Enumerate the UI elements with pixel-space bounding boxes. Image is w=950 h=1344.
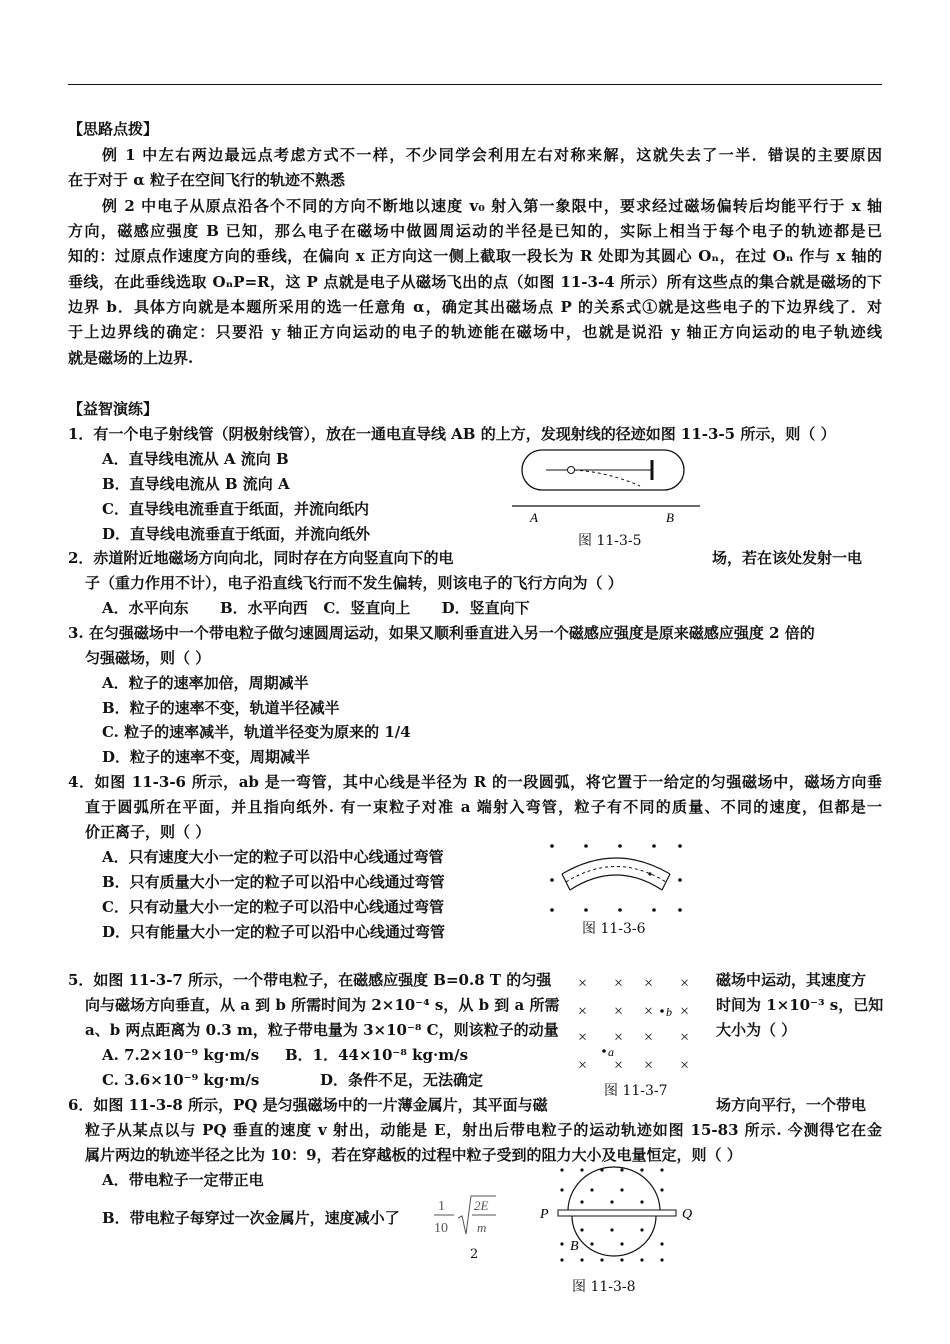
q4-option-a: A．只有速度大小一定的粒子可以沿中心线通过弯管 (102, 848, 444, 866)
q3-stem-2: 匀强磁场，则（ ） (85, 649, 211, 667)
pipe-end-b (662, 874, 670, 890)
pipe-outer-wall (562, 858, 670, 874)
hint-line-4: 方向，磁感应强度 B 已知，那么电子在磁场中做圆周运动的半径是已知的，实际上相当于每个电子的轨迹都是已 (68, 222, 882, 240)
point-b-label: b (666, 1005, 672, 1019)
q5-option-d: D．条件不足，无法确定 (320, 1071, 484, 1089)
hint-line-1: 例 1 中左右两边最远点考虑方式不一样，不少同学会利用左右对称来解，这就失去了一半．错误的主要原因 (102, 146, 882, 164)
q5-text-right-2: 时间为 1×10⁻³ s，已知 (716, 996, 884, 1014)
q2-stem-right: 场，若在该处发射一电 (712, 549, 863, 567)
q4-stem-2: 直于圆弧所在平面，并且指向纸外. 有一束粒子对准 a 端射入弯管，粒子有不同的质量、不同的速度，但都是一 (85, 798, 882, 816)
hint-line-7: 边界 b．具体方向就是本题所采用的选一任意角 α，确定其出磁场点 P 的关系式①就是这些电子的下边界线了．对 (68, 298, 882, 316)
cross: × (578, 1003, 588, 1020)
point-a-dot (602, 1049, 606, 1053)
point-a-label: a (608, 1045, 614, 1059)
header-rule (68, 84, 882, 85)
q6-option-a: A．带电粒子一定带正电 (102, 1171, 264, 1189)
formula-velocity-decrease (430, 1192, 500, 1240)
figure-11-3-5 (508, 446, 708, 532)
q5-text-left-1: 5．如图 11-3-7 所示，一个带电粒子，在磁感应强度 B=0.8 T 的匀强 (68, 971, 552, 989)
pipe-inner-wall (570, 875, 662, 890)
formula-denominator: 10 (434, 1221, 448, 1236)
metal-plate-pq (558, 1210, 676, 1216)
q1-stem: 1．有一个电子射线管（阴极射线管），放在一通电直导线 AB 的上方，发现射线的径迹如图 11-3-5 所示，则（ ） (68, 425, 836, 443)
q3-option-b: B．粒子的速率不变，轨道半径减半 (102, 699, 340, 717)
cross: × (680, 1003, 690, 1020)
q5-text-left-3: a、b 两点距离为 0.3 m，粒子带电量为 3×10⁻⁸ C，则该粒子的动量 (85, 1021, 559, 1039)
wire-label-a: A (530, 510, 538, 525)
q4-option-b: B．只有质量大小一定的粒子可以沿中心线通过弯管 (102, 873, 445, 891)
q6-text-left-1: 6．如图 11-3-8 所示，PQ 是匀强磁场中的一片薄金属片，其平面与磁 (68, 1096, 548, 1114)
section-heading-hints: 【思路点拨】 (68, 120, 159, 138)
inner-dot (648, 872, 651, 875)
hint-line-2: 在于对于 α 粒子在空间飞行的轨迹不熟悉 (68, 171, 345, 189)
q5-option-c: C. 3.6×10⁻⁹ kg·m/s (102, 1071, 260, 1089)
cross: × (614, 975, 624, 992)
q5-text-right-1: 磁场中运动，其速度方 (716, 971, 867, 989)
section-heading-exercises: 【益智演练】 (68, 400, 159, 418)
point-b-dot (660, 1009, 664, 1013)
plate-label-q: Q (682, 1207, 693, 1222)
figure-11-3-5-caption: 图 11-3-5 (578, 533, 642, 549)
hint-line-5: 知的：过原点作速度方向的垂线，在偏向 x 正方向这一侧上截取一段长为 R 处即为其圆心 Oₙ，在过 Oₙ 作与 x 轴的 (68, 247, 882, 265)
q2-options: A．水平向东 B．水平向西 C．竖直向上 D．竖直向下 (102, 599, 530, 617)
cross: × (614, 1029, 624, 1046)
q2-stem-left: 2．赤道附近地磁场方向向北，同时存在方向竖直向下的电 (68, 549, 454, 567)
wire-label-b: B (666, 510, 674, 525)
cross: × (578, 975, 588, 992)
q1-option-c: C．直导线电流垂直于纸面，并流向纸内 (102, 500, 369, 518)
cross: × (644, 1057, 654, 1074)
q4-option-d: D．只有能量大小一定的粒子可以沿中心线通过弯管 (102, 923, 446, 941)
field-dots (550, 844, 682, 912)
q2-stem-line2: 子（重力作用不计），电子沿直线飞行而不发生偏转，则该电子的飞行方向为（ ） (85, 574, 623, 592)
formula-numerator: 1 (438, 1199, 445, 1214)
q3-option-d: D．粒子的速率不变，周期减半 (102, 748, 311, 766)
figure-11-3-7 (574, 966, 706, 1078)
q5-text-left-2: 向与磁场方向垂直，从 a 到 b 所需时间为 2×10⁻⁴ s，从 b 到 a 所需 (85, 996, 560, 1014)
beam-trajectory (574, 470, 640, 486)
field-crosses (578, 975, 689, 1074)
cross: × (680, 1029, 690, 1046)
hint-line-3: 例 2 中电子从原点沿各个不同的方向不断地以速度 v₀ 射入第一象限中，要求经过磁场偏转后均能平行于 x 轴 (102, 197, 882, 215)
trajectory-upper-arc (568, 1167, 660, 1211)
figure-11-3-6 (540, 836, 690, 918)
q1-option-a: A．直导线电流从 A 流向 B (102, 450, 289, 468)
q6-option-b: B．带电粒子每穿过一次金属片，速度减小了 (102, 1209, 400, 1227)
figure-11-3-6-caption: 图 11-3-6 (582, 921, 646, 937)
cross: × (614, 1057, 624, 1074)
page-number: 2 (470, 1247, 479, 1262)
q1-option-b: B．直导线电流从 B 流向 A (102, 475, 290, 493)
figure-11-3-8 (534, 1164, 704, 1268)
cross: × (578, 1029, 588, 1046)
cross: × (644, 975, 654, 992)
q3-stem-1: 3. 在匀强磁场中一个带电粒子做匀速圆周运动，如果又顺利垂直进入另一个磁感应强度是原来磁感应强度 2 倍的 (68, 624, 815, 642)
q1-option-d: D．直导线电流垂直于纸面，并流向纸外 (102, 525, 371, 543)
plate-label-p: P (540, 1207, 549, 1222)
q4-option-c: C．只有动量大小一定的粒子可以沿中心线通过弯管 (102, 898, 444, 916)
cross: × (680, 1057, 690, 1074)
q5-text-right-3: 大小为（ ） (716, 1021, 797, 1039)
figure-11-3-7-caption: 图 11-3-7 (604, 1083, 668, 1099)
cross: × (614, 1003, 624, 1020)
q6-text-line-3: 属片两边的轨迹半径之比为 10：9，若在穿越板的过程中粒子受到的阻力大小及电量恒定，则（ ） (85, 1146, 742, 1164)
cross: × (680, 975, 690, 992)
hint-line-8: 于上边界线的确定：只要沿 y 轴正方向运动的电子的轨迹能在磁场中，也就是说沿 y 轴正方向运动的电子轨迹线 (68, 323, 882, 341)
formula-rad-numerator: 2E (474, 1198, 489, 1213)
cross: × (644, 1029, 654, 1046)
q6-text-line-2: 粒子从某点以与 PQ 垂直的速度 v 射出，动能是 E，射出后带电粒子的运动轨迹如图 15-83 所示. 今测得它在金 (85, 1121, 882, 1139)
q4-stem-1: 4．如图 11-3-6 所示，ab 是一弯管，其中心线是半径为 R 的一段圆弧，将它置于一给定的匀强磁场中，磁场方向垂 (68, 773, 882, 791)
point-b-label: B (570, 1239, 579, 1254)
cross: × (644, 1003, 654, 1020)
q3-option-a: A．粒子的速率加倍，周期减半 (102, 674, 309, 692)
hint-line-9: 就是磁场的上边界. (68, 349, 194, 367)
cross: × (578, 1057, 588, 1074)
q4-stem-3: 价正离子，则（ ） (85, 823, 211, 841)
q6-text-right-1: 场方向平行，一个带电 (716, 1096, 867, 1114)
hint-line-6: 垂线，在此垂线选取 OₙP=R，这 P 点就是电子从磁场飞出的点（如图 11-3-4 所示）所有这些点的集合就是磁场的下 (68, 273, 882, 291)
q3-option-c: C. 粒子的速率减半，轨道半径变为原来的 1/4 (102, 723, 411, 741)
formula-rad-denominator: m (477, 1220, 487, 1235)
q5-option-b: B．1．44×10⁻⁸ kg·m/s (285, 1046, 469, 1064)
q5-option-a: A. 7.2×10⁻⁹ kg·m/s (102, 1046, 260, 1064)
figure-11-3-8-caption: 图 11-3-8 (572, 1279, 636, 1295)
cathode-dot (568, 467, 575, 474)
trajectory-lower-arc (572, 1216, 656, 1256)
